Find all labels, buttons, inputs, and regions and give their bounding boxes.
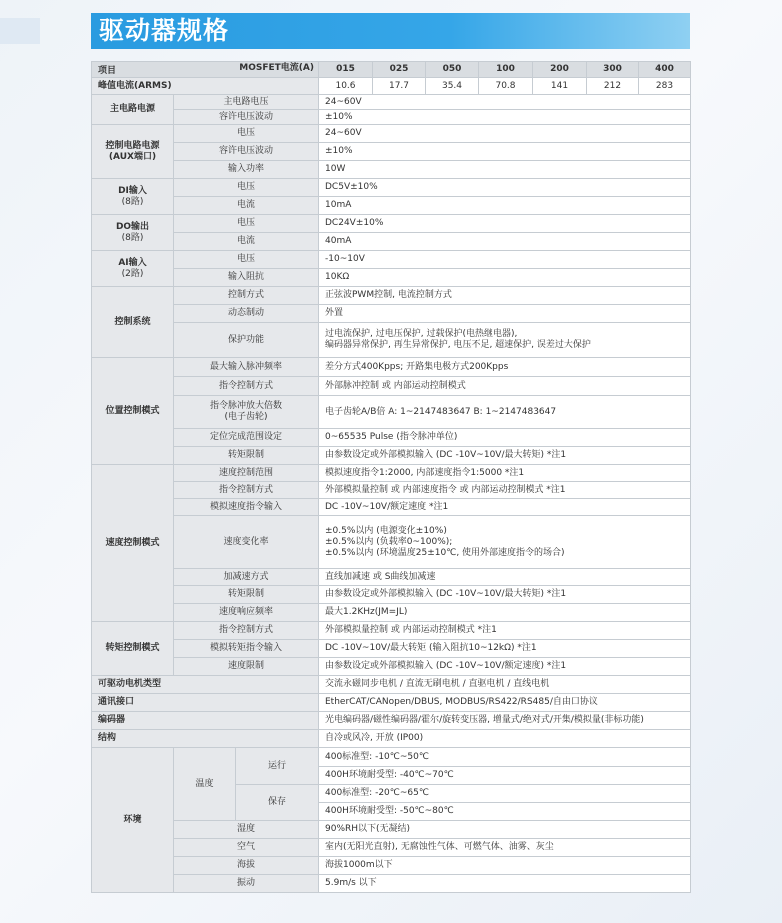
model-cell: 025 [373,62,426,78]
label-line: 指令脉冲放大倍数 [209,401,282,411]
param-value: ±10% [319,143,691,161]
value-line: ±0.5%以内 (负载率0~100%); [325,536,453,547]
param-label: 海拔 [174,857,319,875]
param-label: 主电路电压 [174,95,319,110]
table-row [92,857,691,875]
model-cell: 050 [426,62,479,78]
param-value: 10KΩ [319,269,691,287]
param-value: 正弦波PWM控制, 电流控制方式 [319,287,691,305]
param-value: DC5V±10% [319,179,691,197]
table-row [92,676,691,694]
param-value: 400标准型: -20℃~65℃ [319,785,691,803]
table-row [92,730,691,748]
table-row [92,125,691,143]
param-value: 24~60V [319,95,691,110]
param-value: 外部模拟量控制 或 内部运动控制模式 *注1 [319,622,691,640]
param-label: 加减速方式 [174,569,319,586]
category-cell: 速度控制模式 [92,465,174,622]
model-cell: 300 [587,62,639,78]
param-value: 交流永磁同步电机 / 直流无刷电机 / 直驱电机 / 直线电机 [319,676,691,694]
param-label: 最大输入脉冲频率 [174,358,319,377]
category-cell: 位置控制模式 [92,358,174,465]
table-row [92,358,691,377]
table-row [92,875,691,893]
param-value: 最大1.2KHz(JM=JL) [319,604,691,622]
category-cell: 环境 [92,748,174,893]
param-value: 400标准型: -10℃~50℃ [319,748,691,767]
table-row [92,269,691,287]
title-banner [91,13,690,49]
param-label: 电流 [174,233,319,251]
peak-value: 10.6 [319,78,373,95]
param-label: 输入阻抗 [174,269,319,287]
param-value: ±10% [319,110,691,125]
category-sublabel: (8路) [121,196,144,207]
param-value: 400H环境耐受型: -50℃~80℃ [319,803,691,821]
table-row [92,143,691,161]
category-cell: 控制系统 [92,287,174,358]
table-row [92,447,691,465]
param-value: DC -10V~10V/最大转矩 (输入阻抗10~12kΩ) *注1 [319,640,691,658]
param-label: 空气 [174,839,319,857]
param-value: 10mA [319,197,691,215]
table-row [92,377,691,396]
category-sublabel: (2路) [121,268,144,279]
param-label: 电压 [174,215,319,233]
table-row [92,78,691,95]
table-row [92,694,691,712]
decorative-band [0,18,40,44]
param-label: 模拟转矩指令输入 [174,640,319,658]
table-row [92,323,691,358]
table-row [92,569,691,586]
model-cell: 200 [533,62,587,78]
param-label: 电压 [174,251,319,269]
param-label: 保护功能 [174,323,319,358]
table-row [92,499,691,516]
model-cell: 100 [479,62,533,78]
category-cell [92,125,174,179]
param-value: 400H环境耐受型: -40℃~70℃ [319,767,691,785]
category-label: AI输入 [118,257,147,268]
peak-value: 70.8 [479,78,533,95]
param-value: 由参数设定或外部模拟输入 (DC -10V~10V/最大转矩) *注1 [319,586,691,604]
param-value: 10W [319,161,691,179]
table-row [92,161,691,179]
param-label: 控制方式 [174,287,319,305]
param-value: 外部脉冲控制 或 内部运动控制模式 [319,377,691,396]
param-value: 模拟速度指令1:2000, 内部速度指令1:5000 *注1 [319,465,691,482]
table-row [92,396,691,429]
param-label: 速度控制范围 [174,465,319,482]
param-label [174,396,319,429]
param-label: 电压 [174,125,319,143]
peak-value: 283 [639,78,691,95]
param-value: 由参数设定或外部模拟输入 (DC -10V~10V/最大转矩) *注1 [319,447,691,465]
category-label: DI输入 [118,185,147,196]
table-row [92,465,691,482]
model-cell: 015 [319,62,373,78]
table-row [92,516,691,569]
table-row [92,748,691,767]
category-label: DO输出 [115,221,150,232]
label-line: (电子齿轮) [224,412,268,422]
peak-value: 212 [587,78,639,95]
param-label: 电流 [174,197,319,215]
param-value: 外部模拟量控制 或 内部速度指令 或 内部运动控制模式 *注1 [319,482,691,499]
value-line: ±0.5%以内 (电源变化±10%) [325,525,447,536]
param-value: DC -10V~10V/额定速度 *注1 [319,499,691,516]
param-value [319,323,691,358]
header-item-cell [92,62,319,78]
table-row [92,482,691,499]
param-label: 湿度 [174,821,319,839]
category-cell: 主电路电源 [92,95,174,125]
table-row [92,305,691,323]
param-label: 速度限制 [174,658,319,676]
table-row [92,95,691,110]
param-value: 室内(无阳光直射), 无腐蚀性气体、可燃气体、油雾、灰尘 [319,839,691,857]
category-sublabel: (8路) [121,232,144,243]
table-row [92,287,691,305]
peak-value: 17.7 [373,78,426,95]
table-row [92,622,691,640]
table-row [92,251,691,269]
param-label: 电压 [174,179,319,197]
peak-value: 141 [533,78,587,95]
param-value: 由参数设定或外部模拟输入 (DC -10V~10V/额定速度) *注1 [319,658,691,676]
table-row [92,640,691,658]
table-row [92,179,691,197]
param-value: -10~10V [319,251,691,269]
table-row [92,658,691,676]
spec-table [91,61,691,893]
category-cell: 转矩控制模式 [92,622,174,676]
param-value: 24~60V [319,125,691,143]
param-sublabel: 运行 [236,748,319,785]
param-value: 0~65535 Pulse (指令脉冲单位) [319,429,691,447]
category-sublabel: (AUX端口) [108,151,157,162]
param-label: 输入功率 [174,161,319,179]
param-label: 指令控制方式 [174,482,319,499]
param-label: 振动 [174,875,319,893]
param-value: 海拔1000m以下 [319,857,691,875]
category-cell [92,215,174,251]
table-row [92,712,691,730]
table-row [92,604,691,622]
param-value: 90%RH以下(无凝结) [319,821,691,839]
category-label: 控制电路电源 [105,140,160,151]
param-value: 自冷或风冷, 开放 (IP00) [319,730,691,748]
param-value: DC24V±10% [319,215,691,233]
table-row [92,429,691,447]
param-label: 容许电压波动 [174,110,319,125]
table-row [92,821,691,839]
peak-current-label: 峰值电流(ARMS) [92,78,319,95]
param-label: 定位完成范围设定 [174,429,319,447]
value-line: ±0.5%以内 (环境温度25±10℃, 使用外部速度指令的场合) [325,547,565,558]
table-row [92,586,691,604]
param-label: 通讯接口 [92,694,319,712]
param-label: 编码器 [92,712,319,730]
param-label: 温度 [174,748,236,821]
param-value: 外置 [319,305,691,323]
param-value: 光电编码器/磁性编码器/霍尔/旋转变压器, 增量式/绝对式/开集/模拟量(非标功能) [319,712,691,730]
header-item-label: 项目 [98,66,117,76]
header-mosfet-label: MOSFET电流(A) [239,63,314,73]
param-label: 可驱动电机类型 [92,676,319,694]
peak-value: 35.4 [426,78,479,95]
value-line: 编码器异常保护, 再生异常保护, 电压不足, 超速保护, 误差过大保护 [325,340,591,350]
param-value: 5.9m/s 以下 [319,875,691,893]
param-label: 转矩限制 [174,447,319,465]
category-cell [92,179,174,215]
param-value: EtherCAT/CANopen/DBUS, MODBUS/RS422/RS485/自由口协议 [319,694,691,712]
param-label: 速度响应频率 [174,604,319,622]
param-label: 容许电压波动 [174,143,319,161]
param-sublabel: 保存 [236,785,319,821]
param-value: 直线加减速 或 S曲线加减速 [319,569,691,586]
param-value: 差分方式400Kpps; 开路集电极方式200Kpps [319,358,691,377]
table-row [92,233,691,251]
param-value: 电子齿轮A/B倍 A: 1~2147483647 B: 1~2147483647 [319,396,691,429]
param-label: 指令控制方式 [174,377,319,396]
param-label: 结构 [92,730,319,748]
param-label: 模拟速度指令输入 [174,499,319,516]
param-value: 40mA [319,233,691,251]
param-label: 指令控制方式 [174,622,319,640]
param-label: 转矩限制 [174,586,319,604]
table-header-row [92,62,691,78]
table-row [92,110,691,125]
table-row [92,215,691,233]
category-cell [92,251,174,287]
param-value [319,516,691,569]
table-row [92,197,691,215]
param-label: 动态制动 [174,305,319,323]
model-cell: 400 [639,62,691,78]
param-label: 速度变化率 [174,516,319,569]
value-line: 过电流保护, 过电压保护, 过载保护(电热继电器), [325,329,518,339]
table-row [92,839,691,857]
page-title: 驱动器规格 [99,16,230,45]
